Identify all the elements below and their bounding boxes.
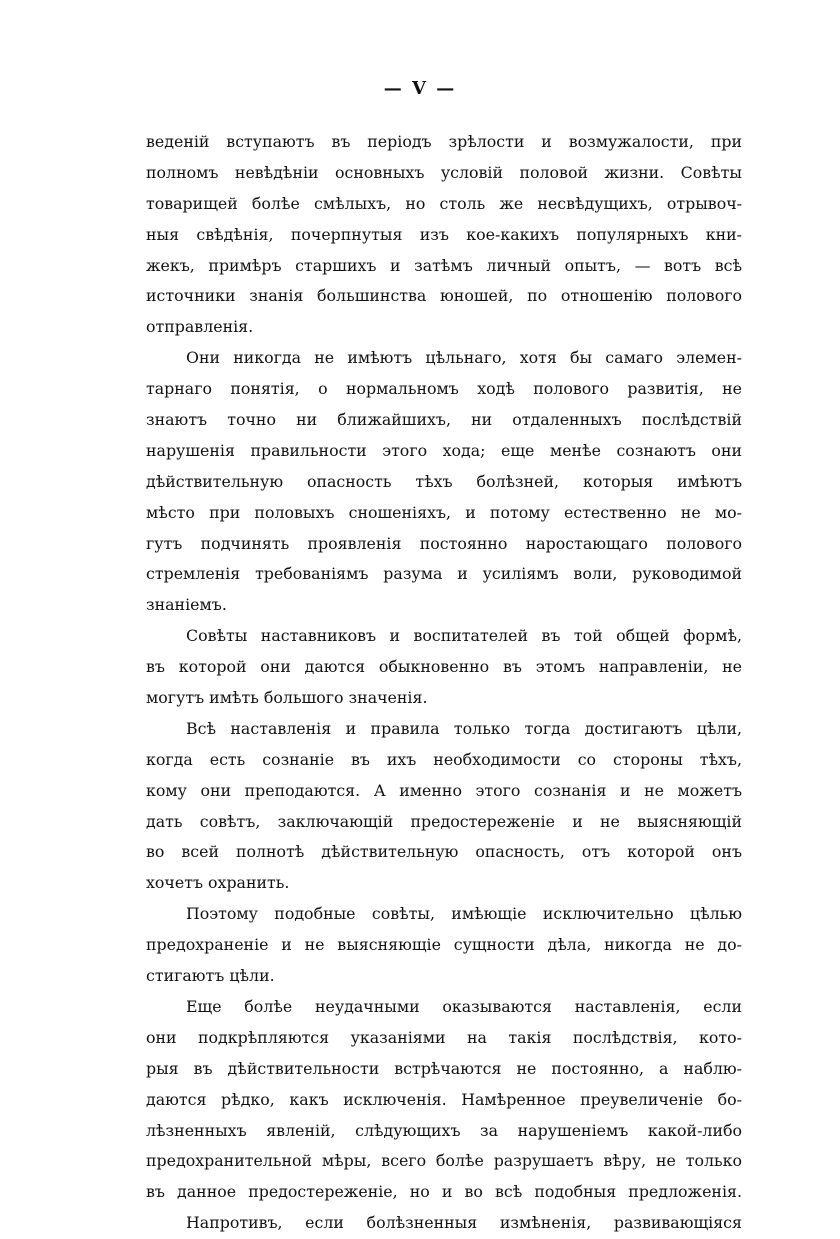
text-line: полномъ невѣдѣніи основныхъ условій половой жизни. Совѣты	[146, 162, 742, 182]
paragraph	[146, 343, 742, 621]
paragraph	[146, 714, 742, 899]
text-line: рыя въ дѣйствительности встрѣчаются не постоянно, а наблю-	[146, 1058, 742, 1078]
text-line: дѣйствительную опасность тѣхъ болѣзней, которыя имѣютъ	[146, 471, 742, 491]
text-line: когда есть сознаніе въ ихъ необходимости со стороны тѣхъ,	[146, 749, 742, 769]
paragraph	[146, 992, 742, 1208]
paragraph	[146, 621, 742, 714]
text-line: дать совѣтъ, заключающій предостереженіе и не выясняющій	[146, 811, 742, 831]
text-line: отправленія.	[146, 317, 254, 337]
text-line: въ данное предостереженіе, но и во всѣ подобныя предложенія.	[146, 1182, 742, 1202]
text-line: товарищей болѣе смѣлыхъ, но столь же несвѣдущихъ, отрывоч-	[146, 193, 742, 213]
text-line: Всѣ наставленія и правила только тогда достигаютъ цѣли,	[186, 718, 742, 738]
text-line: Еще болѣе неудачными оказываются наставленія, если	[186, 996, 742, 1016]
text-line: стремленія требованіямъ разума и усиліямъ воли, руководимой	[146, 564, 742, 584]
text-line: въ которой они даются обыкновенно въ этомъ направленіи, не	[146, 657, 742, 677]
text-line: стигаютъ цѣли.	[146, 966, 275, 986]
body-text	[146, 127, 742, 1239]
text-line: знаніемъ.	[146, 595, 227, 615]
paragraph	[146, 1208, 742, 1239]
text-line: во всей полнотѣ дѣйствительную опасность, отъ которой онъ	[146, 842, 742, 862]
text-line: гутъ подчинять проявленія постоянно наростающаго полового	[146, 533, 742, 553]
text-line: веденій вступаютъ въ періодъ зрѣлости и возмужалости, при	[146, 132, 742, 151]
text-line: предохранительной мѣры, всего болѣе разрушаетъ вѣру, не только	[146, 1151, 742, 1171]
text-line: могутъ имѣть большого значенія.	[146, 688, 428, 708]
text-line: знаютъ точно ни ближайшихъ, ни отдаленныхъ послѣдствій	[146, 410, 742, 430]
text-line: хочетъ охранить.	[146, 873, 290, 893]
text-line: тарнаго понятія, о нормальномъ ходѣ полового развитія, не	[146, 379, 742, 399]
text-line: нарушенія правильности этого хода; еще менѣе сознаютъ они	[146, 440, 742, 460]
text-line: предохраненіе и не выясняющіе сущности дѣла, никогда не до-	[146, 935, 742, 955]
text-line: ныя свѣдѣнія, почерпнутыя изъ кое-какихъ популярныхъ кни-	[146, 224, 742, 244]
text-line: жекъ, примѣръ старшихъ и затѣмъ личный опытъ, — вотъ всѣ	[146, 255, 742, 275]
text-line: кому они преподаются. А именно этого сознанія и не можетъ	[146, 780, 742, 800]
text-line: мѣсто при половыхъ сношеніяхъ, и потому естественно не мо-	[146, 502, 742, 522]
text-line: Напротивъ, если болѣзненныя измѣненія, развивающіяся	[186, 1213, 742, 1233]
text-line: они подкрѣпляются указаніями на такія послѣдствія, кото-	[146, 1027, 742, 1047]
text-line: Совѣты наставниковъ и воспитателей въ той общей формѣ,	[186, 626, 742, 646]
text-line: источники знанія большинства юношей, по отношенію полового	[146, 286, 742, 306]
paragraph	[146, 899, 742, 992]
text-line: даются рѣдко, какъ исключенія. Намѣренное преувеличеніе бо-	[146, 1089, 742, 1109]
paragraph	[146, 127, 742, 343]
text-line: Они никогда не имѣютъ цѣльнаго, хотя бы самаго элемен-	[186, 348, 742, 368]
page-number: — V —	[383, 78, 457, 99]
text-line: Поэтому подобные совѣты, имѣющіе исключительно цѣлью	[186, 904, 742, 924]
text-line: лѣзненныхъ явленій, слѣдующихъ за нарушеніемъ какой-либо	[146, 1120, 742, 1140]
